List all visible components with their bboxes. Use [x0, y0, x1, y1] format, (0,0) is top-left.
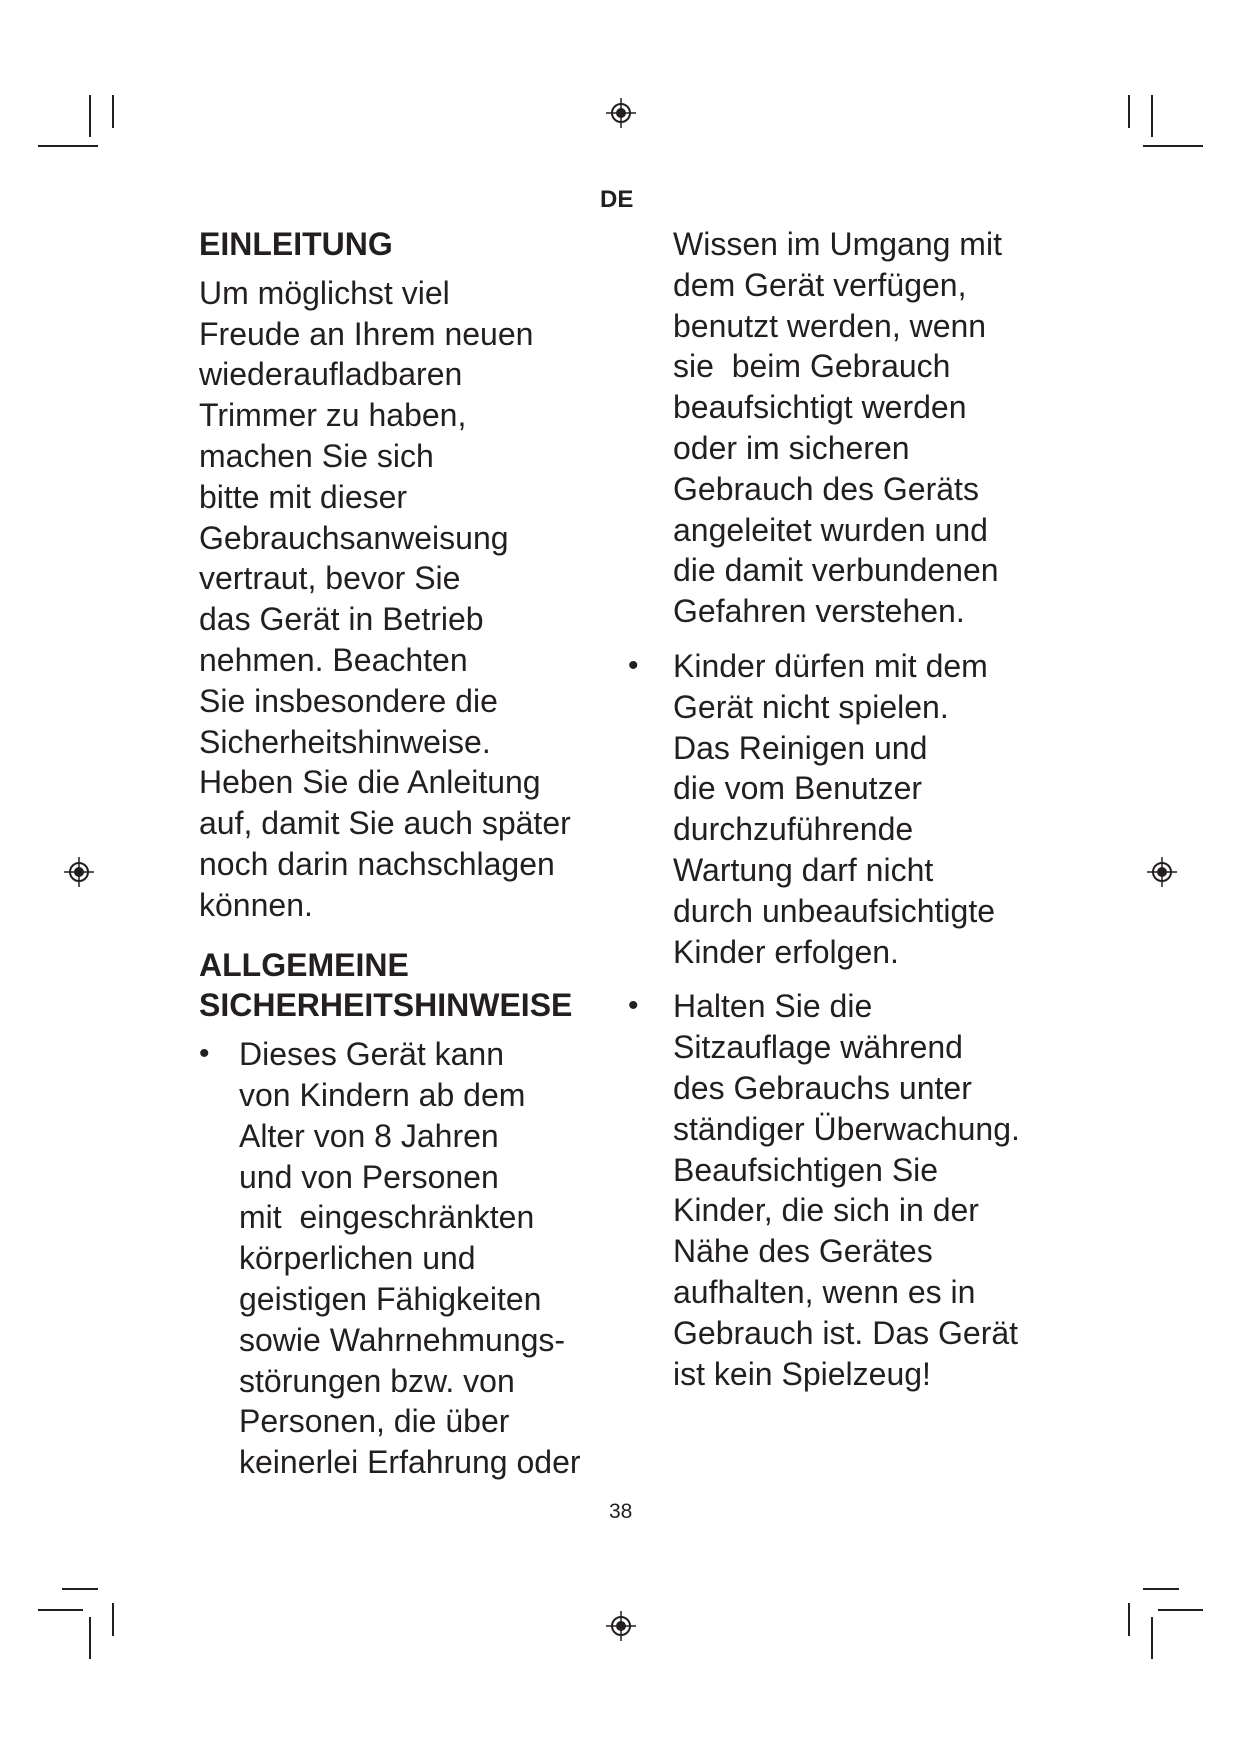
bullet-line: körperlichen und [239, 1240, 476, 1277]
registration-mark-left-icon [64, 857, 94, 887]
intro-line: bitte mit dieser [199, 478, 408, 515]
bullet-line: von Kindern ab dem [239, 1076, 526, 1113]
bullet-line: geistigen Fähigkeiten [239, 1280, 542, 1317]
bullet-line: Wissen im Umgang mit [673, 226, 1002, 262]
bullet-icon: • [199, 1037, 210, 1071]
bullet-line: Sitzauflage während [673, 1029, 963, 1066]
bullet-icon: • [628, 648, 639, 682]
bullet-line: des Gebrauchs unter [673, 1069, 972, 1106]
bullet-line: aufhalten, wenn es in [673, 1273, 976, 1310]
registration-mark-top-icon [606, 98, 636, 128]
bullet-line: Gerät nicht spielen. [673, 688, 949, 725]
bullet-line: Alter von 8 Jahren [239, 1117, 499, 1154]
bullet-line: die damit verbundenen [673, 552, 999, 589]
bullet-line: oder im sicheren [673, 429, 910, 466]
safety-heading-line-2: SICHERHEITSHINWEISE [199, 987, 573, 1024]
intro-line: Trimmer zu haben, [199, 397, 467, 434]
intro-heading: EINLEITUNG [199, 226, 393, 262]
bullet-line: mit eingeschränkten [239, 1199, 535, 1236]
bullet-line: störungen bzw. von [239, 1362, 515, 1399]
bullet-line: Gebrauch ist. Das Gerät [673, 1314, 1019, 1351]
intro-line: machen Sie sich [199, 437, 434, 474]
intro-line: Heben Sie die Anleitung [199, 764, 541, 801]
bullet-line: ständiger Überwachung. [673, 1110, 1020, 1147]
bullet-line: angeleitet wurden und [673, 511, 988, 548]
intro-line: Sie insbesondere die [199, 682, 498, 719]
language-code: DE [600, 186, 634, 213]
bullet-line: und von Personen [239, 1158, 499, 1195]
bullet-line: Beaufsichtigen Sie [673, 1151, 939, 1188]
registration-mark-bottom-icon [606, 1611, 636, 1641]
intro-line: nehmen. Beachten [199, 641, 468, 678]
bullet-line: Kinder dürfen mit dem [673, 647, 988, 684]
bullet-line: Dieses Gerät kann [239, 1036, 505, 1073]
intro-line: Gebrauchsanweisung [199, 519, 509, 556]
intro-line: auf, damit Sie auch später [199, 805, 571, 842]
page-number: 38 [609, 1500, 633, 1523]
bullet-line: Kinder erfolgen. [673, 933, 899, 970]
bullet-line: Das Reinigen und [673, 729, 928, 766]
bullet-line: Gebrauch des Geräts [673, 470, 979, 507]
bullet-line: Nähe des Gerätes [673, 1233, 933, 1270]
intro-line: noch darin nachschlagen [199, 845, 555, 882]
bullet-line: Kinder, die sich in der [673, 1192, 979, 1229]
intro-line: Freude an Ihrem neuen [199, 315, 534, 352]
bullet-icon: • [628, 989, 639, 1023]
intro-line: Um möglichst viel [199, 274, 450, 311]
intro-paragraph [199, 273, 619, 926]
intro-line: wiederaufladbaren [199, 356, 463, 393]
safety-bullet-3 [628, 986, 1093, 1394]
bullet-line: sie beim Gebrauch [673, 348, 951, 385]
bullet-line: keinerlei Erfahrung oder [239, 1444, 581, 1481]
intro-line: das Gerät in Betrieb [199, 601, 484, 638]
bullet-line: durch unbeaufsichtigte [673, 892, 995, 929]
bullet-line: ist kein Spielzeug! [673, 1355, 931, 1392]
bullet-line: dem Gerät verfügen, [673, 266, 967, 303]
safety-bullet-1-continued [673, 224, 1093, 632]
bullet-line: Halten Sie die [673, 988, 873, 1025]
right-column [628, 224, 1093, 1394]
left-column [199, 224, 619, 1483]
bullet-line: Wartung darf nicht [673, 851, 934, 888]
bullet-line: benutzt werden, wenn [673, 307, 987, 344]
safety-bullet-1 [199, 1034, 619, 1483]
intro-line: Sicherheitshinweise. [199, 723, 491, 760]
bullet-line: Gefahren verstehen. [673, 593, 965, 630]
safety-bullet-2 [628, 646, 1093, 972]
safety-heading-line-1: ALLGEMEINE [199, 946, 409, 983]
registration-mark-right-icon [1147, 857, 1177, 887]
bullet-line: sowie Wahrnehmungs- [239, 1321, 566, 1358]
bullet-line: Personen, die über [239, 1403, 510, 1440]
intro-line: können. [199, 886, 313, 923]
bullet-line: durchzuführende [673, 811, 914, 848]
bullet-line: die vom Benutzer [673, 770, 923, 807]
bullet-line: beaufsichtigt werden [673, 389, 967, 426]
intro-line: vertraut, bevor Sie [199, 560, 461, 597]
